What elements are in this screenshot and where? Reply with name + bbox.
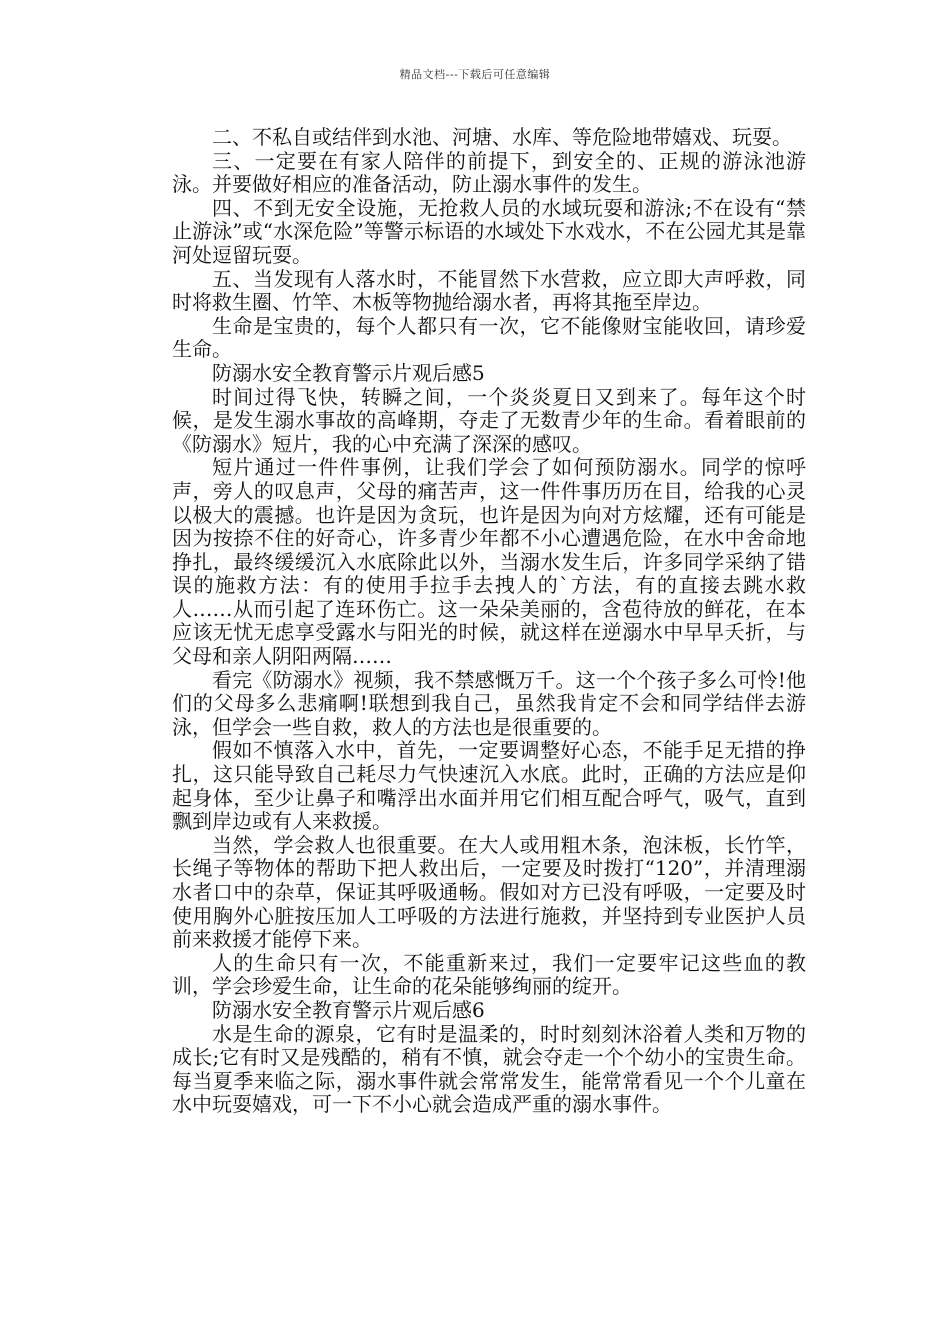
paragraph-reflection: 看完《防溺水》视频，我不禁感慨万千。这一个个孩子多么可怜!他们的父母多么悲痛啊!联想到我自己，虽然我肯定不会和同学结伴去游泳，但学会一些自救，救人的方法也是很重要的。 — [172, 667, 806, 739]
paragraph-safety-rule-5: 五、当发现有人落水时，不能冒然下水营救，应立即大声呼救，同时将救生圈、竹竿、木板等物抛给溺水者，再将其拖至岸边。 — [172, 266, 806, 315]
paragraph-self-rescue: 假如不慎落入水中，首先，一定要调整好心态，不能手足无措的挣扎，这只能导致自己耗尽力气快速沉入水底。此时，正确的方法应是仰起身体，至少让鼻子和嘴浮出水面并用它们相互配合呼气，吸气，直到飘到岸边或有人来救援。 — [172, 738, 806, 834]
paragraph-safety-rule-4: 四、不到无安全设施，无抢救人员的水域玩耍和游泳;不在设有“禁止游泳”或“水深危险”等警示标语的水域处下水戏水，不在公园尤其是靠河处逗留玩耍。 — [172, 195, 806, 267]
paragraph-conclusion: 人的生命只有一次，不能重新来过，我们一定要牢记这些血的教训，学会珍爱生命，让生命的花朵能够绚丽的绽开。 — [172, 950, 806, 999]
page-header: 精品文档---下载后可任意编辑 — [399, 68, 551, 81]
paragraph-safety-rule-3: 三、一定要在有家人陪伴的前提下，到安全的、正规的游泳池游泳。并要做好相应的准备活动，防止溺水事件的发生。 — [172, 148, 806, 197]
paragraph-safety-rule-2: 二、不私自或结伴到水池、河塘、水库、等危险地带嬉戏、玩耍。 — [212, 125, 792, 149]
paragraph-rescue-others: 当然，学会救人也很重要。在大人或用粗木条，泡沫板，长竹竿，长绳子等物体的帮助下把人救出后，一定要及时拨打“120”，并清理溺水者口中的杂草，保证其呼吸通畅。假如对方已没有呼吸，一定要及时使用胸外心脏按压加人工呼吸的方法进行施救，并坚持到专业医护人员前来救援才能停下来。 — [172, 832, 806, 952]
paragraph-water-source: 水是生命的源泉，它有时是温柔的，时时刻刻沐浴着人类和万物的成长;它有时又是残酷的，稍有不慎，就会夺走一个个幼小的宝贵生命。每当夏季来临之际，溺水事件就会常常发生，能常常看见一个个儿童在水中玩耍嬉戏，可一下不小心就会造成严重的溺水事件。 — [172, 1021, 806, 1117]
section-title-6: 防溺水安全教育警示片观后感6 — [212, 997, 485, 1022]
paragraph-cherish-life: 生命是宝贵的，每个人都只有一次，它不能像财宝能收回，请珍爱生命。 — [172, 313, 806, 362]
paragraph-summer-intro: 时间过得飞快，转瞬之间，一个炎炎夏日又到来了。每年这个时候，是发生溺水事故的高峰期，夺走了无数青少年的生命。看着眼前的《防溺水》短片，我的心中充满了深深的感叹。 — [172, 384, 806, 456]
section-title-5: 防溺水安全教育警示片观后感5 — [212, 360, 485, 385]
paragraph-film-cases: 短片通过一件件事例，让我们学会了如何预防溺水。同学的惊呼声，旁人的叹息声，父母的痛苦声，这一件件事历历在目，给我的心灵以极大的震撼。也许是因为贪玩，也许是因为向对方炫耀，还有可能是因为按捺不住的好奇心，许多青少年都不小心遭遇危险，在水中舍命地挣扎，最终缓缓沉入水底除此以外，当溺水发生后，许多同学采纳了错误的施救方法：有的使用手拉手去拽人的`方法，有的直接去跳水救人……从而引起了连环伤亡。这一朵朵美丽的，含苞待放的鲜花，在本应该无忧无虑享受露水与阳光的时候，就这样在逆溺水中早早夭折，与父母和亲人阴阳两隔…… — [172, 455, 806, 669]
document-body — [172, 126, 806, 1117]
